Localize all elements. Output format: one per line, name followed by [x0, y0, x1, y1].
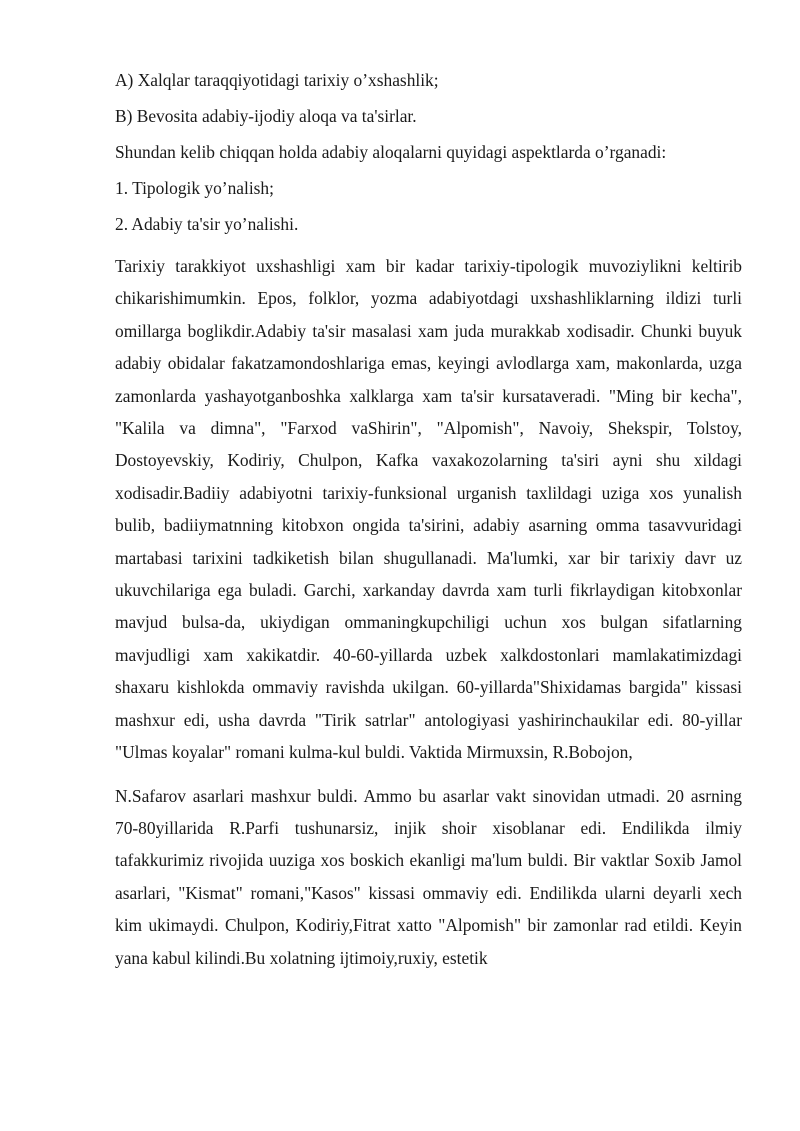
list-item-b: B) Bevosita adabiy-ijodiy aloqa va ta'sirlar.: [115, 106, 417, 126]
intro-sentence: Shundan kelib chiqqan holda adabiy aloqalarni quyidagi aspektlarda o’rganadi:: [115, 142, 667, 162]
list-item-a: A) Xalqlar taraqqiyotidagi tarixiy o’xshashlik;: [115, 70, 439, 90]
body-paragraph-2: N.Safarov asarlari mashxur buldi. Ammo bu asarlar vakt sinovidan utmadi. 20 asrning 70-80yillarida R.Parfi tushunarsiz, injik shoir xisoblanar edi. Endilikda ilmiy tafakkurimiz rivojida uuziga xos boskich ekanligi ma'lum buldi. Bir vaktlar Soxib Jamol asarlari, "Kismat" romani,"Kasos" kissasi ommaviy edi. Endilikda ularni deyarli xech kim ukimaydi. Chulpon, Kodiriy,Fitrat xatto "Alpomish" bir zamonlar rad etildi. Keyin yana kabul kilindi.Bu xolatning ijtimoiy,ruxiy, estetik: [115, 785, 742, 968]
document-page: [115, 70, 742, 985]
numbered-item-1: 1. Tipologik yo’nalish;: [115, 178, 274, 198]
numbered-item-2: 2. Adabiy ta'sir yo’nalishi.: [115, 214, 299, 234]
body-paragraph-1: Tarixiy tarakkiyot uxshashligi xam bir kadar tarixiy-tipologik muvoziylikni keltirib chikarishimumkin. Epos, folklor, yozma adabiyotdagi uxshashliklarning ildizi turli omillarga boglikdir.Adabiy ta'sir masalasi xam juda murakkab xodisadir. Chunki buyuk adabiy obidalar fakatzamondoshlariga emas, keyingi avlodlarga xam, makonlarda, uzga zamonlarda yashayotganboshka xalklarga xam ta'sir kursataveradi. "Ming bir kecha", "Kalila va dimna", "Farxod vaShirin", "Alpomish", Navoiy, Shekspir, Tolstoy, Dostoyevskiy, Kodiriy, Chulpon, Kafka vaxakozolarning ta'siri ayni shu xildagi xodisadir.Badiiy adabiyotni tarixiy-funksional urganish taxlildagi uziga xos yunalish bulib, badiiymatnning kitobxon ongida ta'sirini, adabiy asarning omma tasavvuridagi martabasi tarixini tadkiketish bilan shugullanadi. Ma'lumki, xar bir tarixiy davr uz ukuvchilariga ega buladi. Garchi, xarkanday davrda xam turli fikrlaydigan kitobxonlar mavjud bulsa-da, ukiydigan ommaningkupchiligi uchun xos bulgan sifatlarning mavjudligi xam xakikatdir. 40-60-yillarda uzbek xalkdostonlari mamlakatimizdagi shaxaru kishlokda ommaviy ravishda ukilgan. 60-yillarda"Shixidamas bargida" kissasi mashxur edi, usha davrda "Tirik satrlar" antologiyasi yashirinchaukilar edi. 80-yillar "Ulmas koyalar" romani kulma-kul buldi. Vaktida Mirmuxsin, R.Bobojon,: [115, 256, 742, 763]
